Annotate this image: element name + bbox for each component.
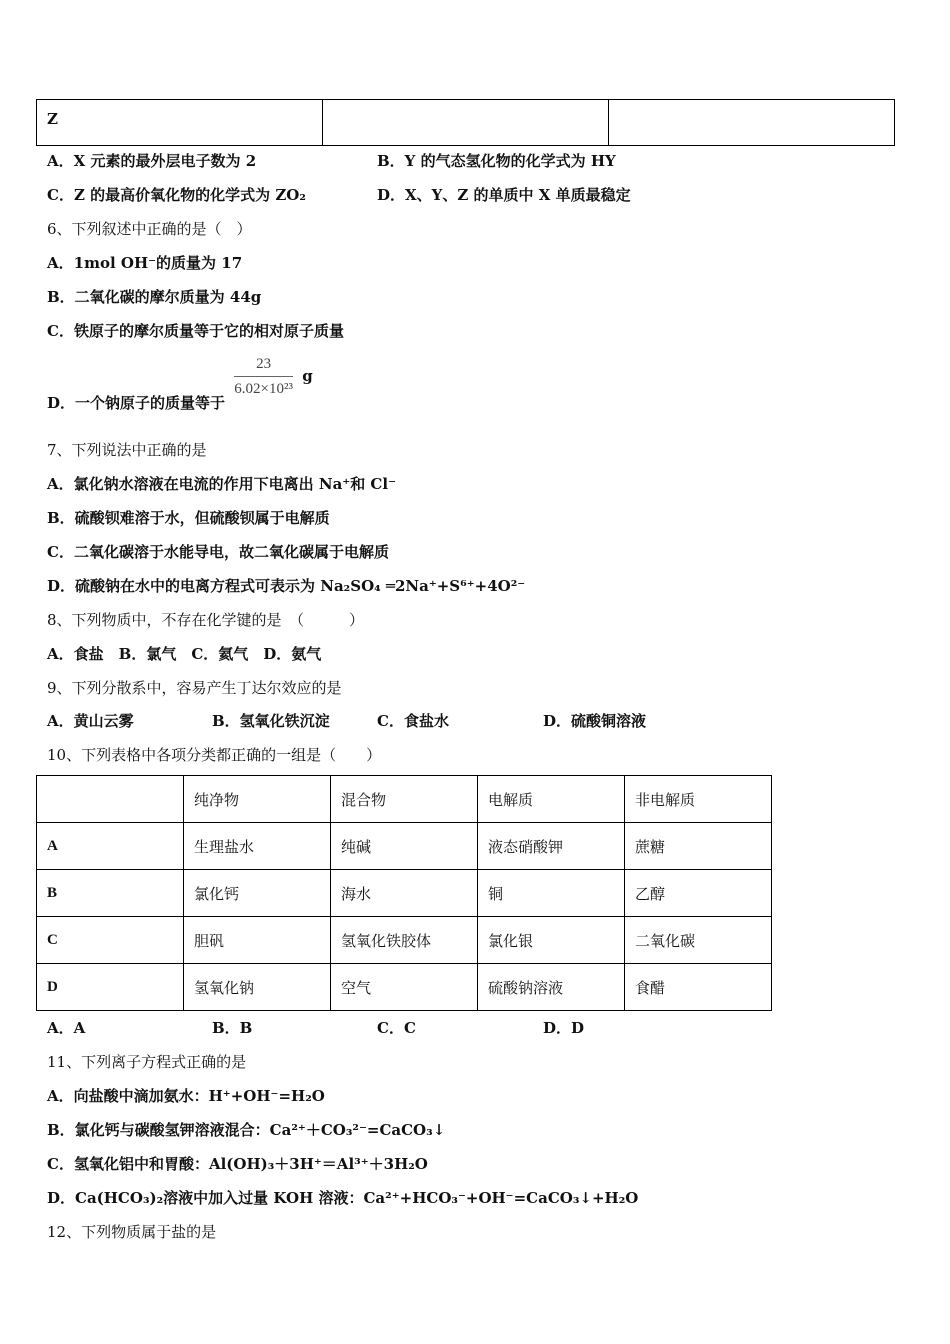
table-row xyxy=(37,823,772,870)
q5-option-d: D．X、Y、Z 的单质中 X 单质最稳定 xyxy=(377,186,631,204)
table-cell: 纯碱 xyxy=(331,823,478,870)
fraction-numerator: 23 xyxy=(234,354,293,377)
q10-option-b: B．B xyxy=(212,1019,253,1037)
q7-option-b: B．硫酸钡难溶于水，但硫酸钡属于电解质 xyxy=(47,509,330,527)
table-row xyxy=(37,917,772,964)
q12-stem: 12、下列物质属于盐的是 xyxy=(47,1223,217,1241)
table-header-cell xyxy=(37,776,184,823)
top-table-cell xyxy=(323,100,609,146)
q7-option-d: D．硫酸钠在水中的电离方程式可表示为 Na₂SO₄ ═2Na⁺+S⁶⁺+4O²⁻ xyxy=(47,577,526,595)
q5-option-a: A．X 元素的最外层电子数为 2 xyxy=(47,152,257,170)
q9-option-c: C．食盐水 xyxy=(377,712,449,730)
q6-stem: 6、下列叙述中正确的是（ ） xyxy=(47,220,252,238)
table-cell: 氢氧化铁胶体 xyxy=(331,917,478,964)
table-cell: 蔗糖 xyxy=(625,823,772,870)
q8-stem: 8、下列物质中，不存在化学键的是 （ ） xyxy=(47,611,365,629)
q11-option-b: B．氯化钙与碳酸氢钾溶液混合：Ca²⁺＋CO₃²⁻=CaCO₃↓ xyxy=(47,1121,446,1139)
table-header-cell: 纯净物 xyxy=(184,776,331,823)
q11-option-a: A．向盐酸中滴加氨水：H⁺+OH⁻=H₂O xyxy=(47,1087,325,1105)
table-cell: 空气 xyxy=(331,964,478,1011)
table-cell: 氯化钙 xyxy=(184,870,331,917)
table-cell: 二氧化碳 xyxy=(625,917,772,964)
q6-option-d-prefix: D．一个钠原子的质量等于 xyxy=(47,393,226,412)
table-row xyxy=(37,964,772,1011)
table-cell: D xyxy=(37,964,184,1011)
q6-option-a: A．1mol OH⁻的质量为 17 xyxy=(47,254,243,272)
q9-option-b: B．氢氧化铁沉淀 xyxy=(212,712,330,730)
table-cell: 胆矾 xyxy=(184,917,331,964)
q11-option-d: D．Ca(HCO₃)₂溶液中加入过量 KOH 溶液：Ca²⁺+HCO₃⁻+OH⁻=CaCO₃↓+H₂O xyxy=(47,1189,639,1207)
q10-stem: 10、下列表格中各项分类都正确的一组是（ ） xyxy=(47,746,382,764)
table-header-cell: 非电解质 xyxy=(625,776,772,823)
q7-option-a: A．氯化钠水溶液在电流的作用下电离出 Na⁺和 Cl⁻ xyxy=(47,475,396,493)
q11-stem: 11、下列离子方程式正确的是 xyxy=(47,1053,247,1071)
q6-option-d xyxy=(47,354,313,412)
fraction-denominator: 6.02×10²³ xyxy=(234,381,293,397)
q7-option-c: C．二氧化碳溶于水能导电，故二氧化碳属于电解质 xyxy=(47,543,389,561)
table-cell: 氢氧化钠 xyxy=(184,964,331,1011)
table-cell: 食醋 xyxy=(625,964,772,1011)
table-cell: 硫酸钠溶液 xyxy=(478,964,625,1011)
table-cell: 液态硝酸钾 xyxy=(478,823,625,870)
top-table-cell-label: Z xyxy=(37,100,323,146)
table-header-cell: 混合物 xyxy=(331,776,478,823)
q11-option-c: C．氢氧化铝中和胃酸：Al(OH)₃＋3H⁺＝Al³⁺＋3H₂O xyxy=(47,1155,428,1173)
q8-options: A．食盐 B．氯气 C．氦气 D．氨气 xyxy=(47,645,322,663)
q5-option-c: C．Z 的最高价氧化物的化学式为 ZO₂ xyxy=(47,186,306,204)
q6-option-b: B．二氧化碳的摩尔质量为 44g xyxy=(47,288,262,306)
fraction xyxy=(234,354,293,399)
q10-option-a: A．A xyxy=(47,1019,86,1037)
table-cell: 生理盐水 xyxy=(184,823,331,870)
q10-option-d: D．D xyxy=(543,1019,585,1037)
table-cell: A xyxy=(37,823,184,870)
q6-option-c: C．铁原子的摩尔质量等于它的相对原子质量 xyxy=(47,322,344,340)
q10-option-c: C．C xyxy=(377,1019,416,1037)
q9-stem: 9、下列分散系中，容易产生丁达尔效应的是 xyxy=(47,679,342,697)
table-cell: 氯化银 xyxy=(478,917,625,964)
q7-stem: 7、下列说法中正确的是 xyxy=(47,441,207,459)
table-cell: 铜 xyxy=(478,870,625,917)
q9-option-a: A．黄山云雾 xyxy=(47,712,134,730)
q5-option-b: B．Y 的气态氢化物的化学式为 HY xyxy=(377,152,616,170)
q6-option-d-unit: g xyxy=(302,366,313,385)
table-cell: B xyxy=(37,870,184,917)
table-cell: C xyxy=(37,917,184,964)
table-cell: 乙醇 xyxy=(625,870,772,917)
top-table-cell xyxy=(609,100,895,146)
q9-option-d: D．硫酸铜溶液 xyxy=(543,712,647,730)
table-row xyxy=(37,870,772,917)
table-cell: 海水 xyxy=(331,870,478,917)
table-header-cell: 电解质 xyxy=(478,776,625,823)
table-header-row xyxy=(37,776,772,823)
classification-table xyxy=(36,775,772,1011)
top-table xyxy=(36,99,895,146)
